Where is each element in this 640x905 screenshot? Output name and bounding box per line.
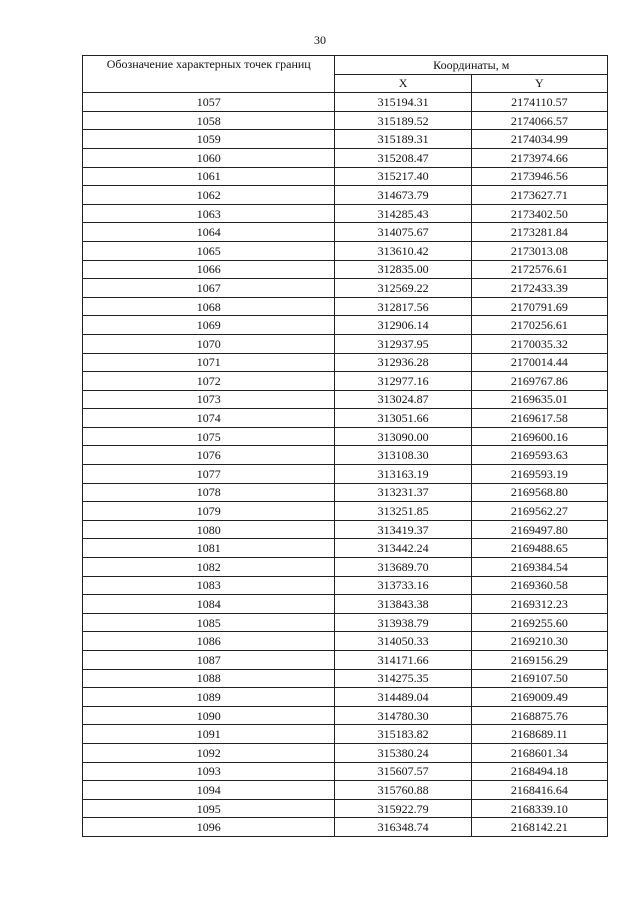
point-id-cell: 1076: [83, 446, 335, 465]
table-row: [83, 520, 608, 539]
point-id-cell: 1084: [83, 595, 335, 614]
x-coordinate-cell: 316348.74: [335, 818, 471, 837]
y-coordinate-cell: 2170256.61: [471, 316, 607, 335]
table-row: [83, 576, 608, 595]
point-id-cell: 1074: [83, 409, 335, 428]
table-row: [83, 427, 608, 446]
table-row: [83, 223, 608, 242]
x-coordinate-cell: 315217.40: [335, 167, 471, 186]
table-row: [83, 167, 608, 186]
point-id-cell: 1064: [83, 223, 335, 242]
y-coordinate-cell: 2173013.08: [471, 241, 607, 260]
table-row: [83, 613, 608, 632]
y-coordinate-cell: 2174110.57: [471, 93, 607, 112]
table-row: [83, 241, 608, 260]
table-row: [83, 558, 608, 577]
y-coordinate-cell: 2169210.30: [471, 632, 607, 651]
y-coordinate-cell: 2173627.71: [471, 186, 607, 205]
point-id-cell: 1066: [83, 260, 335, 279]
x-coordinate-cell: 315194.31: [335, 93, 471, 112]
x-coordinate-cell: 312936.28: [335, 353, 471, 372]
x-coordinate-cell: 313163.19: [335, 465, 471, 484]
header-y: Y: [471, 74, 607, 93]
y-coordinate-cell: 2169107.50: [471, 669, 607, 688]
table-row: [83, 539, 608, 558]
table-row: [83, 353, 608, 372]
x-coordinate-cell: 313051.66: [335, 409, 471, 428]
x-coordinate-cell: 313610.42: [335, 241, 471, 260]
x-coordinate-cell: 313689.70: [335, 558, 471, 577]
y-coordinate-cell: 2169255.60: [471, 613, 607, 632]
point-id-cell: 1094: [83, 781, 335, 800]
x-coordinate-cell: 315189.52: [335, 111, 471, 130]
y-coordinate-cell: 2173974.66: [471, 148, 607, 167]
table-row: [83, 316, 608, 335]
point-id-cell: 1070: [83, 334, 335, 353]
x-coordinate-cell: 312977.16: [335, 372, 471, 391]
table-row: [83, 148, 608, 167]
x-coordinate-cell: 315183.82: [335, 725, 471, 744]
x-coordinate-cell: 314489.04: [335, 688, 471, 707]
point-id-cell: 1068: [83, 297, 335, 316]
coordinates-table: [82, 55, 608, 837]
x-coordinate-cell: 315380.24: [335, 743, 471, 762]
point-id-cell: 1092: [83, 743, 335, 762]
table-row: [83, 130, 608, 149]
table-row: [83, 502, 608, 521]
x-coordinate-cell: 313231.37: [335, 483, 471, 502]
x-coordinate-cell: 315607.57: [335, 762, 471, 781]
x-coordinate-cell: 314780.30: [335, 706, 471, 725]
table-row: [83, 799, 608, 818]
x-coordinate-cell: 314285.43: [335, 204, 471, 223]
point-id-cell: 1069: [83, 316, 335, 335]
table-row: [83, 651, 608, 670]
x-coordinate-cell: 315922.79: [335, 799, 471, 818]
y-coordinate-cell: 2168601.34: [471, 743, 607, 762]
point-id-cell: 1081: [83, 539, 335, 558]
table-row: [83, 632, 608, 651]
point-id-cell: 1078: [83, 483, 335, 502]
y-coordinate-cell: 2169593.63: [471, 446, 607, 465]
y-coordinate-cell: 2169009.49: [471, 688, 607, 707]
x-coordinate-cell: 314050.33: [335, 632, 471, 651]
point-id-cell: 1061: [83, 167, 335, 186]
y-coordinate-cell: 2174066.57: [471, 111, 607, 130]
y-coordinate-cell: 2173402.50: [471, 204, 607, 223]
x-coordinate-cell: 312835.00: [335, 260, 471, 279]
table-row: [83, 297, 608, 316]
y-coordinate-cell: 2168494.18: [471, 762, 607, 781]
y-coordinate-cell: 2169568.80: [471, 483, 607, 502]
x-coordinate-cell: 312569.22: [335, 279, 471, 298]
y-coordinate-cell: 2169497.80: [471, 520, 607, 539]
x-coordinate-cell: 315760.88: [335, 781, 471, 800]
y-coordinate-cell: 2172576.61: [471, 260, 607, 279]
table-row: [83, 260, 608, 279]
y-coordinate-cell: 2169312.23: [471, 595, 607, 614]
y-coordinate-cell: 2169767.86: [471, 372, 607, 391]
table-row: [83, 781, 608, 800]
point-id-cell: 1060: [83, 148, 335, 167]
table-row: [83, 595, 608, 614]
point-id-cell: 1086: [83, 632, 335, 651]
point-id-cell: 1082: [83, 558, 335, 577]
point-id-cell: 1079: [83, 502, 335, 521]
y-coordinate-cell: 2169600.16: [471, 427, 607, 446]
table-row: [83, 706, 608, 725]
y-coordinate-cell: 2168875.76: [471, 706, 607, 725]
x-coordinate-cell: 315208.47: [335, 148, 471, 167]
point-id-cell: 1065: [83, 241, 335, 260]
point-id-cell: 1058: [83, 111, 335, 130]
table-row: [83, 409, 608, 428]
point-id-cell: 1067: [83, 279, 335, 298]
table-row: [83, 334, 608, 353]
point-id-cell: 1057: [83, 93, 335, 112]
point-id-cell: 1095: [83, 799, 335, 818]
y-coordinate-cell: 2172433.39: [471, 279, 607, 298]
point-id-cell: 1073: [83, 390, 335, 409]
point-id-cell: 1059: [83, 130, 335, 149]
table-row: [83, 669, 608, 688]
x-coordinate-cell: 314075.67: [335, 223, 471, 242]
y-coordinate-cell: 2169384.54: [471, 558, 607, 577]
header-coordinates: Координаты, м: [335, 56, 608, 75]
table-row: [83, 762, 608, 781]
point-id-cell: 1077: [83, 465, 335, 484]
x-coordinate-cell: 313843.38: [335, 595, 471, 614]
page-number: 30: [314, 33, 326, 47]
point-id-cell: 1071: [83, 353, 335, 372]
y-coordinate-cell: 2173281.84: [471, 223, 607, 242]
table-row: [83, 743, 608, 762]
point-id-cell: 1093: [83, 762, 335, 781]
point-id-cell: 1090: [83, 706, 335, 725]
x-coordinate-cell: 313419.37: [335, 520, 471, 539]
y-coordinate-cell: 2168416.64: [471, 781, 607, 800]
header-point-name: Обозначение характерных точек границ: [83, 56, 335, 93]
point-id-cell: 1080: [83, 520, 335, 539]
y-coordinate-cell: 2168339.10: [471, 799, 607, 818]
x-coordinate-cell: 313108.30: [335, 446, 471, 465]
x-coordinate-cell: 313733.16: [335, 576, 471, 595]
y-coordinate-cell: 2169562.27: [471, 502, 607, 521]
table-row: [83, 204, 608, 223]
x-coordinate-cell: 312906.14: [335, 316, 471, 335]
y-coordinate-cell: 2173946.56: [471, 167, 607, 186]
x-coordinate-cell: 313442.24: [335, 539, 471, 558]
table-body: [83, 93, 608, 837]
point-id-cell: 1087: [83, 651, 335, 670]
table-row: [83, 483, 608, 502]
y-coordinate-cell: 2169488.65: [471, 539, 607, 558]
table-row: [83, 279, 608, 298]
table-row: [83, 688, 608, 707]
x-coordinate-cell: 312937.95: [335, 334, 471, 353]
y-coordinate-cell: 2169617.58: [471, 409, 607, 428]
y-coordinate-cell: 2168142.21: [471, 818, 607, 837]
table-row: [83, 465, 608, 484]
table-row: [83, 390, 608, 409]
point-id-cell: 1088: [83, 669, 335, 688]
point-id-cell: 1072: [83, 372, 335, 391]
x-coordinate-cell: 314171.66: [335, 651, 471, 670]
x-coordinate-cell: 312817.56: [335, 297, 471, 316]
point-id-cell: 1075: [83, 427, 335, 446]
point-id-cell: 1063: [83, 204, 335, 223]
table-row: [83, 111, 608, 130]
x-coordinate-cell: 313090.00: [335, 427, 471, 446]
y-coordinate-cell: 2168689.11: [471, 725, 607, 744]
table-row: [83, 446, 608, 465]
table-row: [83, 93, 608, 112]
point-id-cell: 1089: [83, 688, 335, 707]
header-x: X: [335, 74, 471, 93]
x-coordinate-cell: 314673.79: [335, 186, 471, 205]
y-coordinate-cell: 2174034.99: [471, 130, 607, 149]
y-coordinate-cell: 2170035.32: [471, 334, 607, 353]
table-row: [83, 818, 608, 837]
point-id-cell: 1091: [83, 725, 335, 744]
y-coordinate-cell: 2170791.69: [471, 297, 607, 316]
point-id-cell: 1085: [83, 613, 335, 632]
x-coordinate-cell: 314275.35: [335, 669, 471, 688]
y-coordinate-cell: 2169635.01: [471, 390, 607, 409]
x-coordinate-cell: 313251.85: [335, 502, 471, 521]
table-row: [83, 372, 608, 391]
x-coordinate-cell: 315189.31: [335, 130, 471, 149]
x-coordinate-cell: 313024.87: [335, 390, 471, 409]
point-id-cell: 1062: [83, 186, 335, 205]
y-coordinate-cell: 2169360.58: [471, 576, 607, 595]
y-coordinate-cell: 2169156.29: [471, 651, 607, 670]
table-row: [83, 725, 608, 744]
point-id-cell: 1096: [83, 818, 335, 837]
table-row: [83, 186, 608, 205]
x-coordinate-cell: 313938.79: [335, 613, 471, 632]
point-id-cell: 1083: [83, 576, 335, 595]
y-coordinate-cell: 2169593.19: [471, 465, 607, 484]
y-coordinate-cell: 2170014.44: [471, 353, 607, 372]
